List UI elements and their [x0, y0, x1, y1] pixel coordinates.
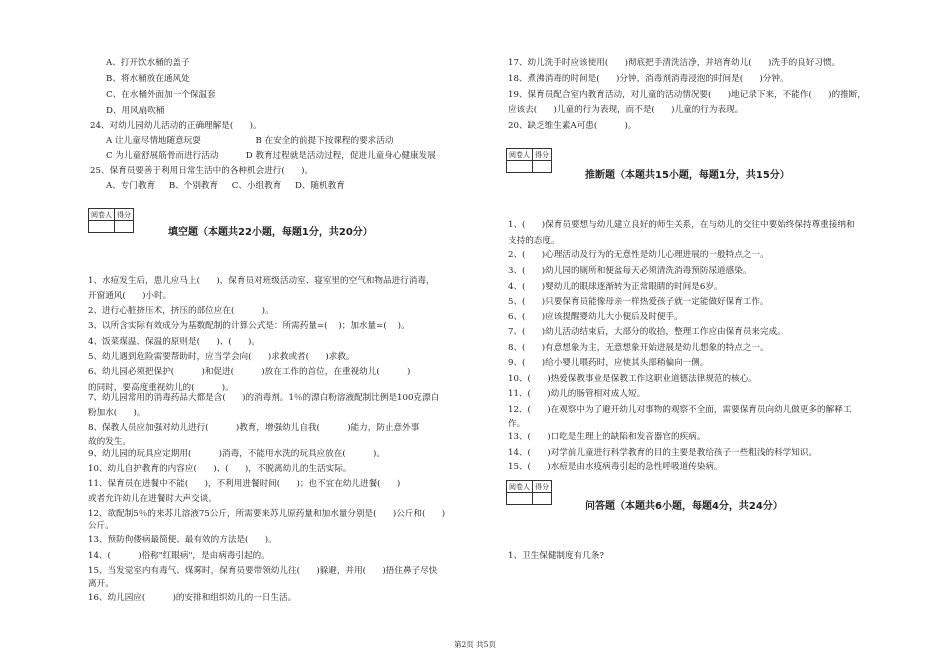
question-18: 18、煮沸消毒的时间是( )分钟，消毒剂消毒浸泡的时间是( )分钟。	[508, 74, 789, 84]
score-box-qa	[506, 480, 552, 505]
question-20: 20、缺乏维生素A可患( )。	[508, 121, 637, 131]
score-cell-score	[533, 161, 552, 173]
option-b: B、将水桶放在通风处	[106, 74, 190, 84]
fill-question-line: 4、饭菜煤温、保温的原则是( )、( )。	[88, 337, 260, 347]
fill-question-line: 的同时，要高度重视幼儿的( )。	[88, 383, 234, 393]
score-label-score: 得分	[115, 209, 134, 221]
score-label-grader: 阅卷人	[507, 149, 533, 161]
fill-question-line: 6、幼儿园必须把保护( )和促进( )放在工作的首位，在重视幼儿( )	[88, 367, 411, 377]
score-cell-score	[115, 221, 134, 233]
fill-question-line: 16、幼儿园应( )的安排和组织幼儿的一日生活。	[88, 593, 297, 603]
fill-question-line: 粉加水( )。	[88, 408, 146, 418]
judge-question-line: 7、( )幼儿活动结束后，大部分的收拾，整理工作应由保育员来完成。	[508, 327, 786, 337]
judge-question-line: 13、( )口吃是生理上的缺陷和发音器官的疾病。	[508, 432, 706, 442]
question-24: 24、对幼儿园幼儿活动的正确理解是( )。	[90, 121, 262, 131]
question-25: 25、保育员要善于利用日常生活中的各种机会进行( )。	[90, 166, 314, 176]
judge-question-line: 8、( )有意想象为主，无意想象开始进展是幼儿想象的特点之一。	[508, 343, 769, 353]
question-17: 17、幼儿洗手时应该使用( )彻底把手清洗洁净，并培育幼儿( )洗手的良好习惯。	[508, 58, 841, 68]
page-footer: 第2页 共5页	[454, 640, 496, 649]
fill-question-line: 5、幼儿遇到危险需要帮助时，应当学会向( )求救或者( )求救。	[88, 352, 355, 362]
question-24-options-ab: A 让儿童尽情地随意玩耍 B 在安全的前提下按课程的要求活动	[106, 136, 394, 146]
score-label-score: 得分	[533, 149, 552, 161]
judge-question-line: 2、( )心理活动及行为的无意性是幼儿心理进展的一般特点之一。	[508, 250, 769, 260]
option-a: A、打开饮水桶的盖子	[106, 58, 190, 68]
fill-question-line: 14、( )俗称"红眼病"，是由病毒引起的。	[88, 551, 270, 561]
option-c: C、在水桶外面加一个保温套	[106, 90, 216, 100]
question-25-options: A、专门教育 B、个别教育 C、小组教育 D、随机教育	[106, 181, 345, 191]
score-cell-score	[533, 493, 552, 505]
judge-question-line: 12、( )在观察中为了避开幼儿对事物的观察不全面，需要保育员向幼儿做更多的解释工	[508, 405, 852, 415]
fill-question-line: 公斤。	[88, 521, 114, 531]
judge-question-line: 4、( )婴幼儿的眼球逐渐转为正常眼睛的时间是6岁。	[508, 282, 723, 292]
question-24-options-cd: C 为儿童舒展筋骨而进行活动 D 教育过程就是活动过程，促进儿童身心健康发展	[106, 151, 436, 161]
judge-question-line: 作。	[508, 419, 526, 429]
fill-question-line: 9、幼儿园的玩具应定期用( )消毒，不能用水洗的玩具应放在( )。	[88, 449, 385, 459]
score-label-grader: 阅卷人	[89, 209, 115, 221]
judge-question-line: 3、( )幼儿园的厕所和便盆每天必须清洗消毒预防尿道感染。	[508, 266, 752, 276]
fill-question-line: 2、进行心脏挤压术，挤压的部位应在( )。	[88, 306, 274, 316]
judge-question-line: 9、( )给小婴儿喂药时，应使其头部稍偏向一侧。	[508, 358, 709, 368]
fill-question-line: 15、当发觉室内有毒气、煤雾时，保育员要带领幼儿往( )躲避，并用( )捂住鼻子尽快	[88, 566, 438, 576]
fill-question-line: 7、幼儿园常用的消毒药品大都是含( )的消毒剂。1％的漂白粉溶液配制比例是100克漂白	[88, 393, 440, 403]
judge-question-line: 5、( )只要保育员能像母亲一样热爱孩子就一定能做好保育工作。	[508, 297, 769, 307]
qa-section-title: 问答题（本题共6小题，每题4分，共24分）	[585, 501, 783, 512]
score-label-score: 得分	[533, 481, 552, 493]
score-box-judge	[506, 148, 552, 173]
question-19-cont: 应该去( )儿童的行为表现，而不是( )儿童的行为表现。	[508, 105, 744, 115]
fill-question-line: 1、水痘发生后，患儿应马上( )，保育员对班级活动室、寝室里的空气和物品进行消毒，	[88, 276, 435, 286]
judge-question-line: 6、( )应该提醒婴幼儿大小便后及时便手。	[508, 312, 683, 322]
qa-question-1: 1、卫生保健制度有几条?	[508, 551, 605, 561]
fill-question-line: 或者允许幼儿在进餐时大声交谈。	[88, 494, 217, 504]
fill-question-line: 3、以所含实际有效成分为基数配制的计算公式是：所需药量=( )；加水量=( )。	[88, 321, 410, 331]
fill-question-line: 10、幼儿自护教育的内容应( )、( )，不脱离幼儿的生活实际。	[88, 464, 352, 474]
fill-question-line: 离开。	[88, 579, 114, 589]
judge-question-line: 14、( )对学前儿童进行科学教育的目的主要是教给孩子一些粗浅的科学知识。	[508, 448, 818, 458]
judge-question-line: 11、( )幼儿的肠管相对成人短。	[508, 389, 646, 399]
option-d: D、用风扇吹桶	[106, 106, 165, 116]
judge-question-line: 15、( )水痘是由水疫病毒引起的急性呼吸道传染病。	[508, 462, 723, 472]
fill-question-line: 12、欲配制5％的来苏儿溶液75公斤，所需要来苏儿原药量和加水量分别是( )公斤和( )	[88, 509, 446, 519]
fill-question-line: 开窗通风( )小时。	[88, 291, 172, 301]
fill-question-line: 13、预防佝偻病最简便、最有效的方法是( )。	[88, 535, 277, 545]
score-cell-grader	[507, 161, 533, 173]
question-19: 19、保育员配合室内教育活动，对儿童的活动情况要( )地记录下来，不能作( )的推断，	[508, 90, 866, 100]
fill-question-line: 8、保教人员应加强对幼儿进行( )教育，增强幼儿自我( )能力，防止意外事	[88, 423, 420, 433]
score-cell-grader	[507, 493, 533, 505]
judge-question-line: 1、( )保育员要想与幼儿建立良好的师生关系，在与幼儿的交往中要始终保持尊重接纳和	[508, 220, 855, 230]
score-label-grader: 阅卷人	[507, 481, 533, 493]
fill-question-line: 故的发生。	[88, 437, 131, 447]
judge-question-line: 支持的态度。	[508, 236, 560, 246]
judge-section-title: 推断题（本题共15小题，每题1分，共15分）	[585, 170, 790, 181]
score-cell-grader	[89, 221, 115, 233]
score-box-fill	[88, 208, 134, 233]
fill-question-line: 11、保育员在进餐中不能( )，不利用进餐时间( )；也不宜在幼儿进餐( )	[88, 479, 401, 489]
judge-question-line: 10、( )热爱保教事业是保教工作这职业道德法律规范的核心。	[508, 374, 757, 384]
fill-section-title: 填空题（本题共22小题，每题1分，共20分）	[168, 227, 373, 238]
